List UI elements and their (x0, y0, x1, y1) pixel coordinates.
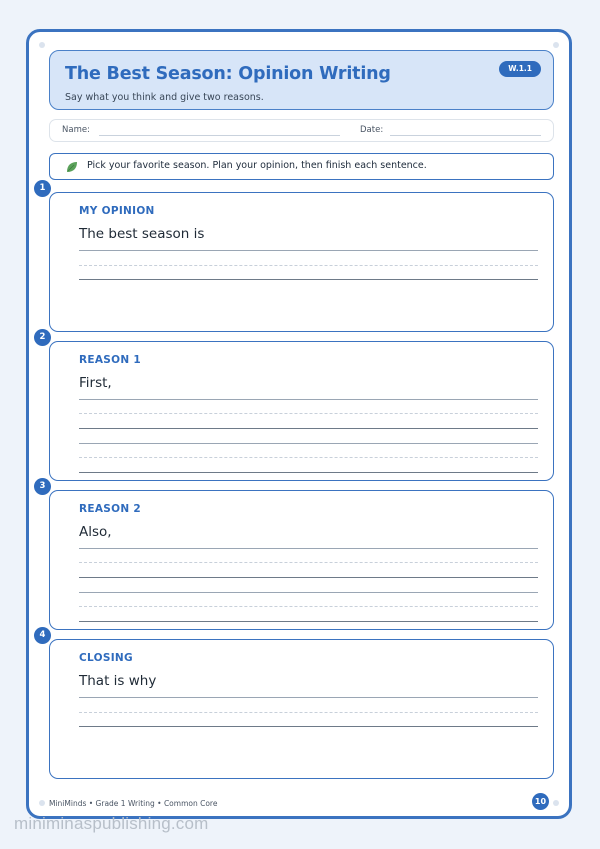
page-number-badge: 10 (532, 793, 549, 810)
section-my-opinion (39, 183, 554, 332)
writing-line-baseline[interactable] (79, 472, 538, 473)
page-title: The Best Season: Opinion Writing (65, 64, 391, 84)
corner-dot (39, 42, 45, 48)
writing-line-baseline[interactable] (79, 726, 538, 727)
writing-line-midline (79, 413, 538, 414)
sentence-starter: That is why (79, 673, 157, 689)
page-subtitle: Say what you think and give two reasons. (65, 92, 264, 103)
section-label: REASON 1 (79, 354, 142, 366)
publisher-watermark: miniminaspublishing.com (14, 814, 209, 833)
sentence-starter: First, (79, 375, 112, 391)
section-reason-2 (39, 481, 554, 630)
section-label: CLOSING (79, 652, 133, 664)
leaf-icon (65, 160, 79, 174)
writing-line-baseline[interactable] (79, 428, 538, 429)
section-label: REASON 2 (79, 503, 142, 515)
name-field[interactable] (99, 135, 340, 136)
section-number-badge: 1 (34, 180, 51, 197)
section-reason-1 (39, 332, 554, 481)
writing-line-top[interactable] (79, 592, 538, 593)
name-date-bar (49, 119, 554, 142)
corner-dot (553, 800, 559, 806)
section-label: MY OPINION (79, 205, 155, 217)
title-banner (49, 50, 554, 110)
corner-dot (553, 42, 559, 48)
writing-line-midline (79, 606, 538, 607)
section-number-badge: 4 (34, 627, 51, 644)
name-label: Name: (62, 125, 90, 135)
writing-line-midline (79, 712, 538, 713)
writing-line-midline (79, 562, 538, 563)
sentence-starter: Also, (79, 524, 112, 540)
section-number-badge: 3 (34, 478, 51, 495)
writing-line-baseline[interactable] (79, 279, 538, 280)
date-label: Date: (360, 125, 384, 135)
sentence-starter: The best season is (79, 226, 205, 242)
writing-line-top[interactable] (79, 443, 538, 444)
writing-line-top[interactable] (79, 250, 538, 251)
writing-line-baseline[interactable] (79, 577, 538, 578)
instruction-box (49, 153, 554, 180)
section-number-badge: 2 (34, 329, 51, 346)
writing-line-baseline[interactable] (79, 621, 538, 622)
writing-line-top[interactable] (79, 697, 538, 698)
worksheet-page (26, 29, 572, 819)
corner-dot (39, 800, 45, 806)
writing-line-top[interactable] (79, 548, 538, 549)
writing-line-midline (79, 457, 538, 458)
date-field[interactable] (390, 135, 541, 136)
instruction-text: Pick your favorite season. Plan your opinion, then finish each sentence. (87, 160, 427, 171)
writing-line-top[interactable] (79, 399, 538, 400)
section-closing (39, 630, 554, 779)
footer-credit: MiniMinds • Grade 1 Writing • Common Core (49, 799, 218, 808)
writing-line-midline (79, 265, 538, 266)
standard-badge: W.1.1 (499, 61, 541, 77)
